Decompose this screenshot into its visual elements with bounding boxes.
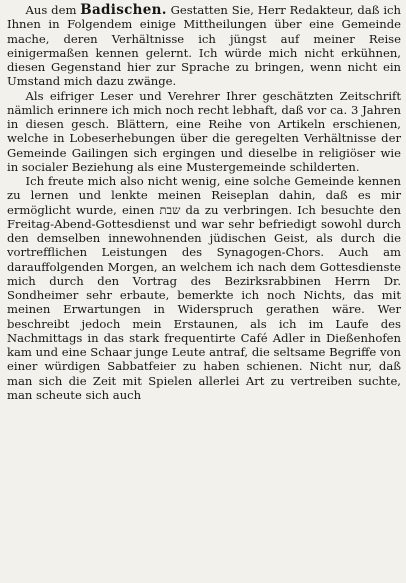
- paragraph-1-text: Gestatten Sie, Herr Redakteur, daß ich Ihnen in Folgendem einige Mittheilungen über eine Gemeinde mache, deren Verhältnisse ich jüngst auf meiner Reise einigermaßen kennen gelernt. Ich würde mich nicht erkühnen, diesen Gegenstand hier zur Sprache zu bringen, wenn nicht ein Umstand mich dazu zwänge.: [7, 3, 401, 89]
- paragraph-3: Ich freute mich also nicht wenig, eine solche Gemeinde kennen zu lernen und lenkte meinen Reiseplan dahin, daß es mir ermöglicht wurde, einen שבת da zu verbringen. Ich besuchte den Freitag-Abend-Gottesdienst und war sehr befriedigt sowohl durch den demselben innewohnenden jüdischen Geist, als durch die vortrefflichen Leistungen des Synagogen-Chors. Auch am darauffolgenden Morgen, an welchem ich nach dem Gottesdienste mich durch den Vortrag des Bezirksrabbinen Herrn Dr. Sondheimer sehr erbaute, bemerkte ich noch Nichts, das mit meinen Erwartungen in Widerspruch gerathen wäre. Wer beschreibt jedoch mein Erstaunen, als ich im Laufe des Nachmittags in das stark frequentirte Café Adler in Dießenhofen kam und eine Schaar junge Leute antraf, die seltsame Begriffe von einer würdigen Sabbatfeier zu haben schienen. Nicht nur, daß man sich die Zeit mit Spielen allerlei Art zu vertreiben suchte, man scheute sich auch: [7, 174, 401, 402]
- paragraph-1: [7, 3, 401, 89]
- opening-phrase: Aus dem: [25, 3, 77, 17]
- region-heading: Badischen.: [80, 2, 167, 18]
- paragraph-2: Als eifriger Leser und Verehrer Ihrer geschätzten Zeitschrift nämlich erinnere ich mich noch recht lebhaft, daß vor ca. 3 Jahren in diesen gesch. Blättern, eine Reihe von Artikeln erschienen, welche in Lobeserhebungen über die geregelten Verhältnisse der Gemeinde Gailingen sich ergingen und dieselbe in religiöser wie in socialer Beziehung als eine Mustergemeinde schilderten.: [7, 88, 401, 174]
